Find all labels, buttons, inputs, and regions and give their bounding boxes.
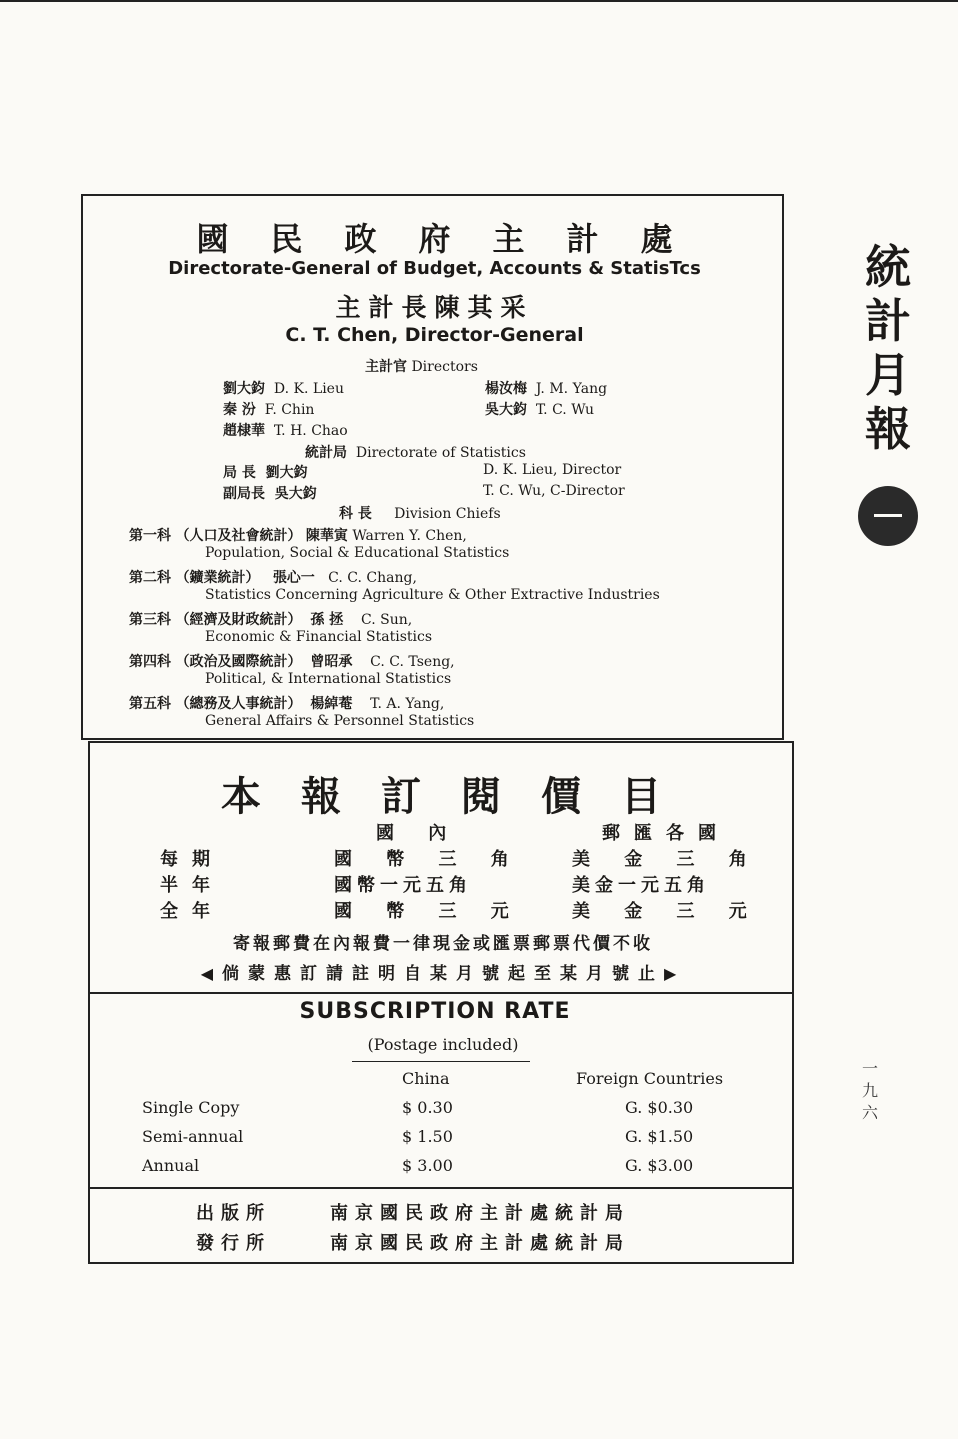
divider [90, 992, 792, 994]
division-chiefs-en: Division Chiefs [394, 506, 501, 522]
division-chief-en: Warren Y. Chen, [352, 528, 467, 544]
publisher-name: 南京國民政府主計處統計局 [330, 1203, 630, 1224]
division-row [129, 525, 467, 545]
subscription-box [88, 741, 794, 1264]
divider [90, 1187, 792, 1189]
director-name-cn: 趙棣華 [223, 423, 265, 439]
left-arrow-icon: ◀ [200, 964, 222, 983]
directors-heading-cn: 主計官 [365, 359, 407, 375]
division-name-cn: （政治及國際統計） [175, 654, 302, 670]
division-name-cn: （總務及人事統計） [175, 696, 302, 712]
right-arrow-icon: ▶ [664, 964, 686, 983]
director-name-en: T. H. Chao [273, 423, 348, 439]
division-chiefs-heading [339, 503, 501, 523]
top-border-line [0, 0, 958, 2]
bureau-head-cn [223, 462, 308, 482]
rate-foreign: 美金一元五角 [572, 875, 710, 896]
column-foreign-countries-header: Foreign Countries [576, 1069, 724, 1088]
bureau-head-en: D. K. Lieu, Director [483, 462, 622, 478]
division-name-cn: （鑛業統計） [175, 570, 260, 586]
page-number-vertical [856, 1058, 884, 1124]
director-general-cn: 主計長陳其采 [335, 293, 534, 322]
bureau-deputy-cn [223, 483, 317, 503]
director-name-cn: 劉大鈞 [223, 381, 265, 397]
division-row [129, 609, 412, 629]
division-chief-en: C. C. Tseng, [370, 654, 455, 670]
director-name-en: F. Chin [264, 402, 315, 418]
subscription-title-cn: 本報訂閱價目 [221, 773, 701, 820]
organization-box [81, 194, 784, 740]
division-description: Statistics Concerning Agriculture & Other Extractive Industries [205, 587, 660, 603]
journal-title-char: 統 [865, 240, 911, 294]
director-name-cn: 吳大鈞 [485, 402, 527, 418]
journal-title-char: 報 [865, 402, 911, 456]
rate-period: 每期 [160, 849, 224, 870]
director-name-en: D. K. Lieu [273, 381, 344, 397]
rate-domestic: 國幣一元五角 [334, 875, 472, 896]
rate-label-en: Single Copy [142, 1098, 240, 1117]
division-chief-en: C. Sun, [361, 612, 413, 628]
rate-foreign-en: G. $3.00 [625, 1156, 694, 1175]
rate-foreign: 美 金 三 角 [572, 849, 761, 870]
column-foreign-header: 郵匯各國 [602, 823, 730, 844]
rate-period: 半年 [160, 875, 224, 896]
statistics-bureau-cn: 統計局 [305, 445, 347, 461]
division-chief-en: C. C. Chang, [328, 570, 417, 586]
division-name-cn: （人口及社會統計） [175, 528, 302, 544]
director-entry [485, 378, 607, 398]
rate-foreign-en: G. $1.50 [625, 1127, 694, 1146]
rate-label-en: Semi-annual [142, 1127, 244, 1146]
rate-domestic: 國 幣 三 元 [334, 901, 523, 922]
division-row [129, 693, 444, 713]
division-number: 第一科 [129, 528, 171, 544]
director-general-en: C. T. Chen, Director-General [285, 324, 584, 346]
director-entry [223, 378, 344, 398]
division-chief-cn: 陳華寅 [305, 528, 348, 544]
bureau-deputy-en: T. C. Wu, C-Director [483, 483, 625, 499]
publisher-label: 出版所 [196, 1203, 271, 1224]
division-number: 第三科 [129, 612, 171, 628]
division-chief-cn: 曾昭承 [310, 654, 353, 670]
division-row [129, 651, 455, 671]
statistics-bureau-en: Directorate of Statistics [355, 445, 526, 461]
rate-foreign-en: G. $0.30 [625, 1098, 694, 1117]
director-name-cn: 楊汝梅 [485, 381, 527, 397]
director-entry [223, 399, 314, 419]
division-name-cn: （經濟及財政統計） [175, 612, 302, 628]
division-chief-cn: 楊綽菴 [310, 696, 353, 712]
director-entry [223, 420, 348, 440]
issuer-label: 發行所 [196, 1233, 271, 1254]
director-entry [485, 399, 594, 419]
issue-number-disc-icon [858, 486, 918, 546]
division-chief-cn: 張心一 [272, 570, 315, 586]
rate-china: $ 0.30 [402, 1098, 453, 1117]
page-number-char: 六 [861, 1103, 878, 1122]
order-note-text: 倘蒙惠訂請註明自某月號起至某月號止 [222, 964, 664, 984]
division-number: 第二科 [129, 570, 171, 586]
division-description: General Affairs & Personnel Statistics [205, 713, 475, 729]
division-description: Economic & Financial Statistics [205, 629, 433, 645]
rate-domestic: 國 幣 三 角 [334, 849, 523, 870]
journal-title-vertical [858, 240, 918, 456]
bureau-deputy-title: 副局長 [223, 486, 265, 502]
org-title-cn: 國民政府主計處 [196, 220, 715, 258]
rate-china: $ 1.50 [402, 1127, 453, 1146]
bureau-deputy-name: 吳大鈞 [274, 486, 317, 502]
division-row [129, 567, 417, 587]
rate-china: $ 3.00 [402, 1156, 453, 1175]
postage-included: (Postage included) [367, 1035, 519, 1054]
division-description: Population, Social & Educational Statistics [205, 545, 510, 561]
director-name-en: J. M. Yang [535, 381, 608, 397]
rate-period: 全年 [160, 901, 224, 922]
statistics-bureau-heading [305, 442, 526, 462]
division-number: 第四科 [129, 654, 171, 670]
division-number: 第五科 [129, 696, 171, 712]
division-description: Political, & International Statistics [205, 671, 452, 687]
director-name-cn: 秦 汾 [223, 402, 256, 418]
rate-foreign: 美 金 三 元 [572, 901, 761, 922]
journal-title-char: 月 [865, 348, 911, 402]
directors-heading-en: Directors [411, 359, 478, 375]
division-chief-cn: 孫 拯 [310, 612, 344, 628]
page-number-char: 九 [861, 1081, 878, 1100]
bureau-head-name: 劉大鈞 [265, 465, 308, 481]
journal-title-char: 計 [865, 294, 911, 348]
subtitle-underline [352, 1061, 530, 1062]
postage-note: 寄報郵費在內報費一律現金或匯票郵票代價不收 [233, 934, 653, 954]
directors-heading [365, 356, 478, 376]
division-chiefs-cn: 科 長 [339, 506, 372, 522]
director-name-en: T. C. Wu [535, 402, 595, 418]
org-title-en: Directorate-General of Budget, Accounts & StatisTcs [168, 258, 701, 279]
issuer-name: 南京國民政府主計處統計局 [330, 1233, 630, 1254]
subscription-title-en: SUBSCRIPTION RATE [299, 999, 571, 1024]
page-number-char: 一 [861, 1059, 878, 1078]
bureau-head-title: 局 長 [223, 465, 256, 481]
rate-label-en: Annual [142, 1156, 200, 1175]
order-note [90, 959, 796, 984]
column-china-header: China [402, 1069, 450, 1088]
division-chief-en: T. A. Yang, [370, 696, 445, 712]
column-domestic-header: 國 內 [376, 823, 461, 844]
